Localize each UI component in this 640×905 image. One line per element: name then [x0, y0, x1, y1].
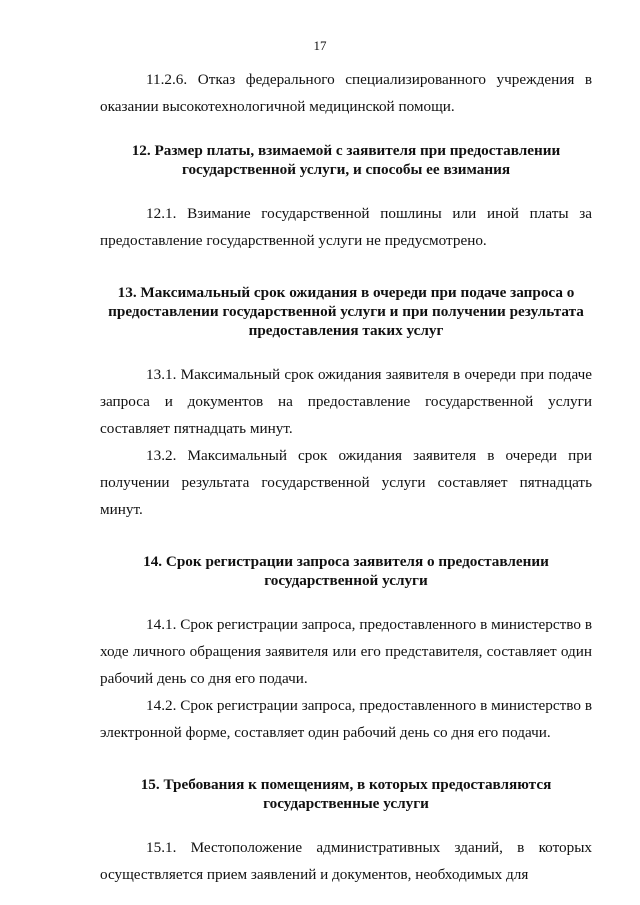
paragraph-13-1: 13.1. Максимальный срок ожидания заявителя в очереди при подаче запроса и документов на предоставление государственной услуги составляет пятнадцать минут. [100, 366, 592, 437]
paragraph-11-2-6: 11.2.6. Отказ федерального специализированного учреждения в оказании высокотехнологичной медицинской помощи. [100, 71, 592, 115]
section-heading-15: 15. Требования к помещениям, в которых предоставляются государственные услуги [140, 776, 552, 812]
section-heading-12: 12. Размер платы, взимаемой с заявителя при предоставлении государственной услуги, и способы ее взимания [131, 142, 561, 178]
paragraph-13-2: 13.2. Максимальный срок ожидания заявителя в очереди при получении результата государственной услуги составляет пятнадцать минут. [100, 447, 592, 518]
page-number: 17 [313, 38, 327, 53]
document-body [100, 66, 592, 888]
paragraph-14-2: 14.2. Срок регистрации запроса, предоставленного в министерство в электронной форме, составляет один рабочий день со дня его подачи. [100, 697, 592, 741]
paragraph-15-1: 15.1. Местоположение административных зданий, в которых осуществляется прием заявлений и документов, необходимых для [100, 839, 592, 883]
section-heading-13: 13. Максимальный срок ожидания в очереди при подаче запроса о предоставлении государственной услуги и при получении результата предоставления таких услуг [108, 284, 584, 339]
paragraph-12-1: 12.1. Взимание государственной пошлины или иной платы за предоставление государственной услуги не предусмотрено. [100, 205, 592, 249]
section-heading-14: 14. Срок регистрации запроса заявителя о предоставлении государственной услуги [143, 553, 549, 589]
paragraph-14-1: 14.1. Срок регистрации запроса, предоставленного в министерство в ходе личного обращения заявителя или его представителя, составляет один рабочий день со дня его подачи. [100, 616, 592, 687]
